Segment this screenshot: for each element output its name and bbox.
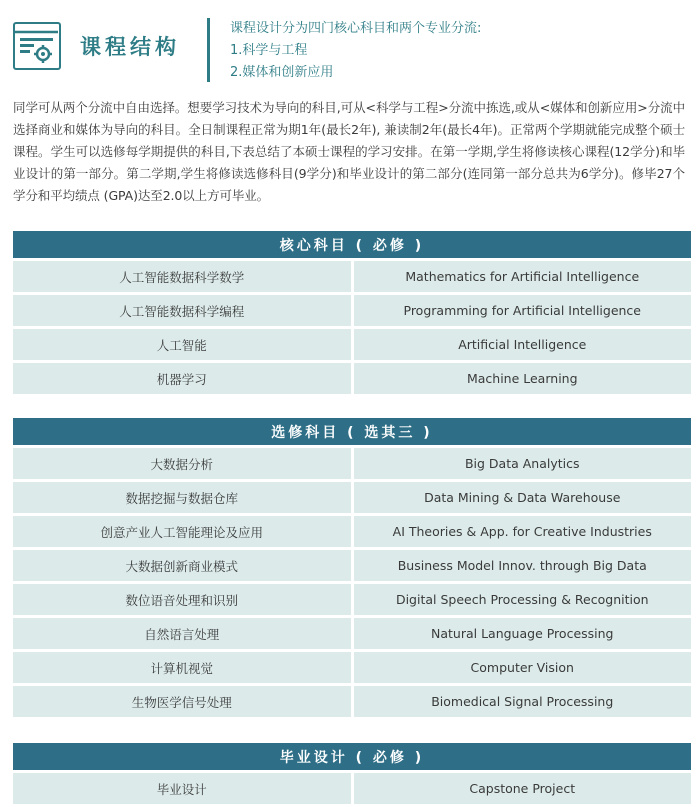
core-courses-table [13, 231, 691, 394]
course-name-cn: 数据挖掘与数据仓库 [13, 481, 352, 515]
table-row [13, 481, 691, 515]
table-row [13, 685, 691, 718]
course-name-en: Programming for Artificial Intelligence [352, 294, 691, 328]
course-name-cn: 生物医学信号处理 [13, 685, 352, 718]
header-line: 课程设计分为四门核心科目和两个专业分流: [230, 21, 482, 36]
course-name-en: Natural Language Processing [352, 617, 691, 651]
header-line: 2.媒体和创新应用 [230, 65, 334, 80]
intro-paragraph: 同学可从两个分流中自由选择。想要学习技术为导向的科目,可从<科学与工程>分流中拣选,或从<媒体和创新应用>分流中选择商业和媒体为导向的科目。全日制课程正常为期1年(最长2年), 兼读制2年(最长4年)。正常两个学期就能完成整个硕士课程。学生可以选修每学期提供的科目,下表总结了本硕士课程的学习安排。在第一学期,学生将修读核心课程(12学分)和毕业设计的第一部分。第二学期,学生将修读选修科目(9学分)和毕业设计的第二部分(连同第一部分总共为6学分)。修毕27个学分和平均绩点 (GPA)达至2.0以上方可毕业。 [13, 100, 685, 203]
course-name-en: Capstone Project [352, 772, 691, 805]
course-name-en: Computer Vision [352, 651, 691, 685]
table-row [13, 772, 691, 805]
course-name-cn: 自然语言处理 [13, 617, 352, 651]
webpage-settings-icon [13, 22, 61, 70]
course-name-en: Machine Learning [352, 362, 691, 395]
table-row [13, 447, 691, 481]
header-divider [207, 18, 210, 82]
section-header [0, 0, 697, 96]
course-name-cn: 大数据分析 [13, 447, 352, 481]
course-name-cn: 人工智能数据科学数学 [13, 260, 352, 294]
course-name-cn: 创意产业人工智能理论及应用 [13, 515, 352, 549]
table-row [13, 260, 691, 294]
header-line: 1.科学与工程 [230, 43, 308, 58]
table-header: 毕业设计 ( 必修 ) [13, 743, 691, 772]
course-name-cn: 机器学习 [13, 362, 352, 395]
course-name-en: Artificial Intelligence [352, 328, 691, 362]
course-name-cn: 大数据创新商业模式 [13, 549, 352, 583]
table-header: 核心科目 ( 必修 ) [13, 231, 691, 260]
course-name-en: Data Mining & Data Warehouse [352, 481, 691, 515]
table-row [13, 651, 691, 685]
course-name-en: Big Data Analytics [352, 447, 691, 481]
table-row [13, 328, 691, 362]
table-row [13, 294, 691, 328]
table-header: 选修科目 ( 选其三 ) [13, 418, 691, 447]
course-name-cn: 数位语音处理和识别 [13, 583, 352, 617]
table-row [13, 617, 691, 651]
elective-courses-table [13, 418, 691, 717]
course-name-cn: 毕业设计 [13, 772, 352, 805]
table-row [13, 362, 691, 395]
course-name-en: Digital Speech Processing & Recognition [352, 583, 691, 617]
page-title: 课程结构 [80, 35, 180, 59]
course-name-en: Biomedical Signal Processing [352, 685, 691, 718]
course-name-cn: 计算机视觉 [13, 651, 352, 685]
table-row [13, 515, 691, 549]
course-name-en: AI Theories & App. for Creative Industries [352, 515, 691, 549]
course-name-cn: 人工智能数据科学编程 [13, 294, 352, 328]
table-row [13, 583, 691, 617]
course-name-en: Business Model Innov. through Big Data [352, 549, 691, 583]
capstone-table [13, 743, 691, 804]
header-summary [230, 18, 481, 84]
course-name-cn: 人工智能 [13, 328, 352, 362]
course-name-en: Mathematics for Artificial Intelligence [352, 260, 691, 294]
table-row [13, 549, 691, 583]
